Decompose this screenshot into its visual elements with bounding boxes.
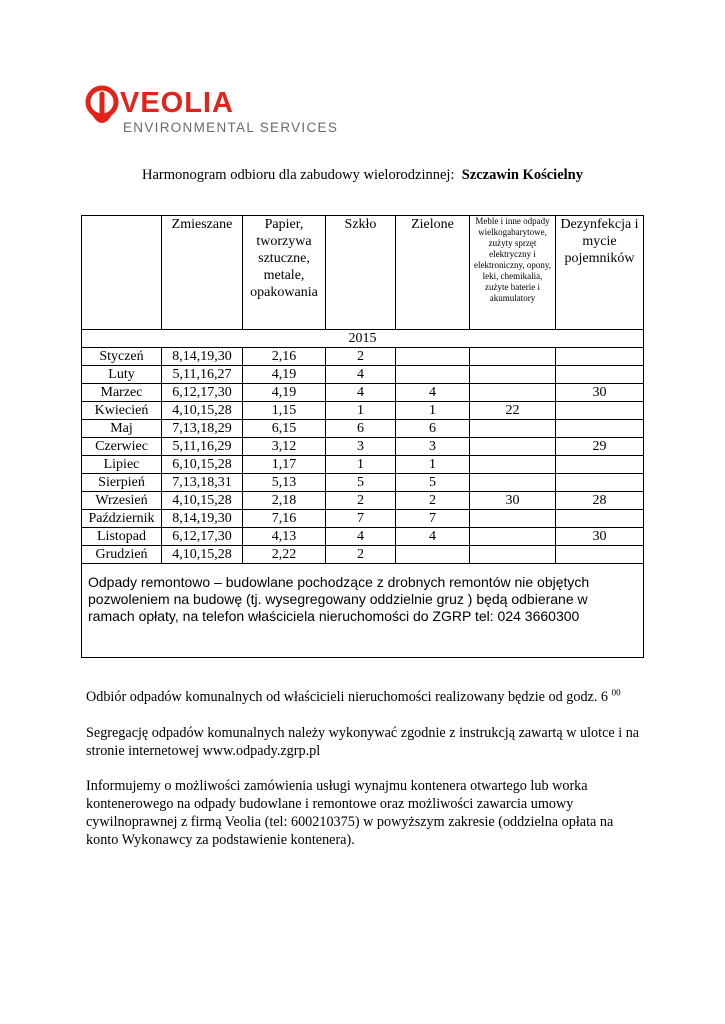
value-cell — [470, 384, 556, 402]
month-cell: Sierpień — [82, 474, 162, 492]
value-cell — [470, 546, 556, 564]
value-cell: 2 — [326, 546, 396, 564]
value-cell — [556, 546, 644, 564]
table-row — [82, 474, 644, 492]
header-cell: Meble i inne odpady wielkogabarytowe, zużyty sprzęt elektryczny i elektroniczny, opony, leki, chemikalia, zużyte baterie i akumulatory — [470, 216, 556, 330]
value-cell — [470, 456, 556, 474]
value-cell: 2,22 — [243, 546, 326, 564]
value-cell: 4,19 — [243, 384, 326, 402]
value-cell: 1 — [396, 402, 470, 420]
table-row — [82, 492, 644, 510]
value-cell — [470, 438, 556, 456]
header-cell: Dezynfekcja i mycie pojemników — [556, 216, 644, 330]
table-row — [82, 510, 644, 528]
value-cell: 22 — [470, 402, 556, 420]
value-cell — [470, 348, 556, 366]
hours-superscript: 00 — [611, 687, 621, 698]
value-cell: 8,14,19,30 — [162, 348, 243, 366]
value-cell: 6 — [326, 420, 396, 438]
value-cell: 2 — [396, 492, 470, 510]
value-cell: 6 — [396, 420, 470, 438]
value-cell: 1 — [326, 456, 396, 474]
month-cell: Grudzień — [82, 546, 162, 564]
value-cell: 5,11,16,29 — [162, 438, 243, 456]
value-cell: 7 — [396, 510, 470, 528]
header-cell: Zmieszane — [162, 216, 243, 330]
value-cell: 4 — [326, 384, 396, 402]
value-cell: 8,14,19,30 — [162, 510, 243, 528]
value-cell: 4,10,15,28 — [162, 402, 243, 420]
value-cell: 2 — [326, 492, 396, 510]
value-cell — [556, 420, 644, 438]
value-cell: 6,15 — [243, 420, 326, 438]
note-cell: Odpady remontowo – budowlane pochodzące z drobnych remontów nie objętych pozwoleniem na budowę (tj. wysegregowany oddzielnie gruz ) będą odbierane w ramach opłaty, na telefon właściciela nieruchomości do ZGRP tel: 024 3660300 — [82, 564, 644, 658]
table-header-row — [82, 216, 644, 330]
value-cell: 28 — [556, 492, 644, 510]
table-row — [82, 438, 644, 456]
value-cell: 4 — [396, 528, 470, 546]
month-cell: Czerwiec — [82, 438, 162, 456]
schedule-table — [81, 215, 644, 658]
value-cell — [556, 456, 644, 474]
value-cell: 1 — [396, 456, 470, 474]
table-row — [82, 366, 644, 384]
month-cell: Październik — [82, 510, 162, 528]
month-cell: Kwiecień — [82, 402, 162, 420]
value-cell: 30 — [556, 384, 644, 402]
value-cell: 3 — [396, 438, 470, 456]
logo-subtitle: ENVIRONMENTAL SERVICES — [123, 120, 339, 135]
header-cell: Papier, tworzywa sztuczne, metale, opakowania — [243, 216, 326, 330]
title-location: Szczawin Kościelny — [461, 167, 583, 183]
header-cell: Zielone — [396, 216, 470, 330]
value-cell: 4,13 — [243, 528, 326, 546]
table-row — [82, 546, 644, 564]
table-row — [82, 402, 644, 420]
value-cell: 5,11,16,27 — [162, 366, 243, 384]
value-cell: 29 — [556, 438, 644, 456]
value-cell: 1 — [326, 402, 396, 420]
table-row — [82, 420, 644, 438]
value-cell: 1,15 — [243, 402, 326, 420]
note-row — [82, 564, 644, 658]
value-cell: 7,13,18,31 — [162, 474, 243, 492]
value-cell — [470, 366, 556, 384]
table-row — [82, 528, 644, 546]
value-cell — [470, 474, 556, 492]
year-cell: 2015 — [82, 330, 644, 348]
value-cell: 30 — [556, 528, 644, 546]
month-cell: Wrzesień — [82, 492, 162, 510]
value-cell — [556, 348, 644, 366]
value-cell: 4 — [326, 528, 396, 546]
value-cell: 3 — [326, 438, 396, 456]
title-prefix: Harmonogram odbioru dla zabudowy wielorodzinnej: — [142, 167, 455, 183]
paragraph-hours — [86, 688, 646, 706]
value-cell: 4,10,15,28 — [162, 546, 243, 564]
value-cell: 2,16 — [243, 348, 326, 366]
table-row — [82, 456, 644, 474]
table-row — [82, 384, 644, 402]
value-cell — [396, 348, 470, 366]
logo-brand: VEOLIA — [120, 87, 234, 119]
month-cell: Lipiec — [82, 456, 162, 474]
header-cell: Szkło — [326, 216, 396, 330]
value-cell: 6,12,17,30 — [162, 384, 243, 402]
month-cell: Listopad — [82, 528, 162, 546]
value-cell: 7,13,18,29 — [162, 420, 243, 438]
value-cell — [470, 420, 556, 438]
month-cell: Marzec — [82, 384, 162, 402]
value-cell — [556, 366, 644, 384]
paragraph-segregation: Segregację odpadów komunalnych należy wykonywać zgodnie z instrukcją zawartą w ulotce i na stronie internetowej www.odpady.zgrp.pl — [86, 725, 640, 759]
value-cell: 1,17 — [243, 456, 326, 474]
value-cell — [556, 474, 644, 492]
value-cell: 2,18 — [243, 492, 326, 510]
value-cell: 4,19 — [243, 366, 326, 384]
veolia-logo-icon — [85, 84, 119, 130]
table-body — [82, 348, 644, 564]
header-cell — [82, 216, 162, 330]
value-cell — [470, 528, 556, 546]
value-cell — [556, 510, 644, 528]
value-cell: 4,10,15,28 — [162, 492, 243, 510]
value-cell — [556, 402, 644, 420]
value-cell: 30 — [470, 492, 556, 510]
value-cell: 7,16 — [243, 510, 326, 528]
value-cell: 4 — [326, 366, 396, 384]
value-cell — [396, 546, 470, 564]
value-cell: 5,13 — [243, 474, 326, 492]
value-cell: 3,12 — [243, 438, 326, 456]
month-cell: Styczeń — [82, 348, 162, 366]
month-cell: Luty — [82, 366, 162, 384]
value-cell — [470, 510, 556, 528]
hours-text: Odbiór odpadów komunalnych od właścicieli nieruchomości realizowany będzie od godz. 6 — [86, 689, 609, 705]
paragraph-container: Informujemy o możliwości zamówienia usługi wynajmu kontenera otwartego lub worka kontenerowego na odpady budowlane i remontowe oraz możliwości zawarcia umowy cywilnoprawnej z firmą Veolia (tel: 600210375) w powyższym zakresie (oddzielna opłata na konto Wykonawcy za podstawienie kontenera). — [86, 778, 614, 848]
value-cell: 5 — [326, 474, 396, 492]
month-cell: Maj — [82, 420, 162, 438]
value-cell: 6,12,17,30 — [162, 528, 243, 546]
value-cell: 5 — [396, 474, 470, 492]
value-cell — [396, 366, 470, 384]
veolia-logo — [85, 84, 355, 136]
value-cell: 2 — [326, 348, 396, 366]
value-cell: 7 — [326, 510, 396, 528]
table-row — [82, 348, 644, 366]
page-title — [0, 167, 725, 184]
value-cell: 4 — [396, 384, 470, 402]
year-row — [82, 330, 644, 348]
value-cell: 6,10,15,28 — [162, 456, 243, 474]
